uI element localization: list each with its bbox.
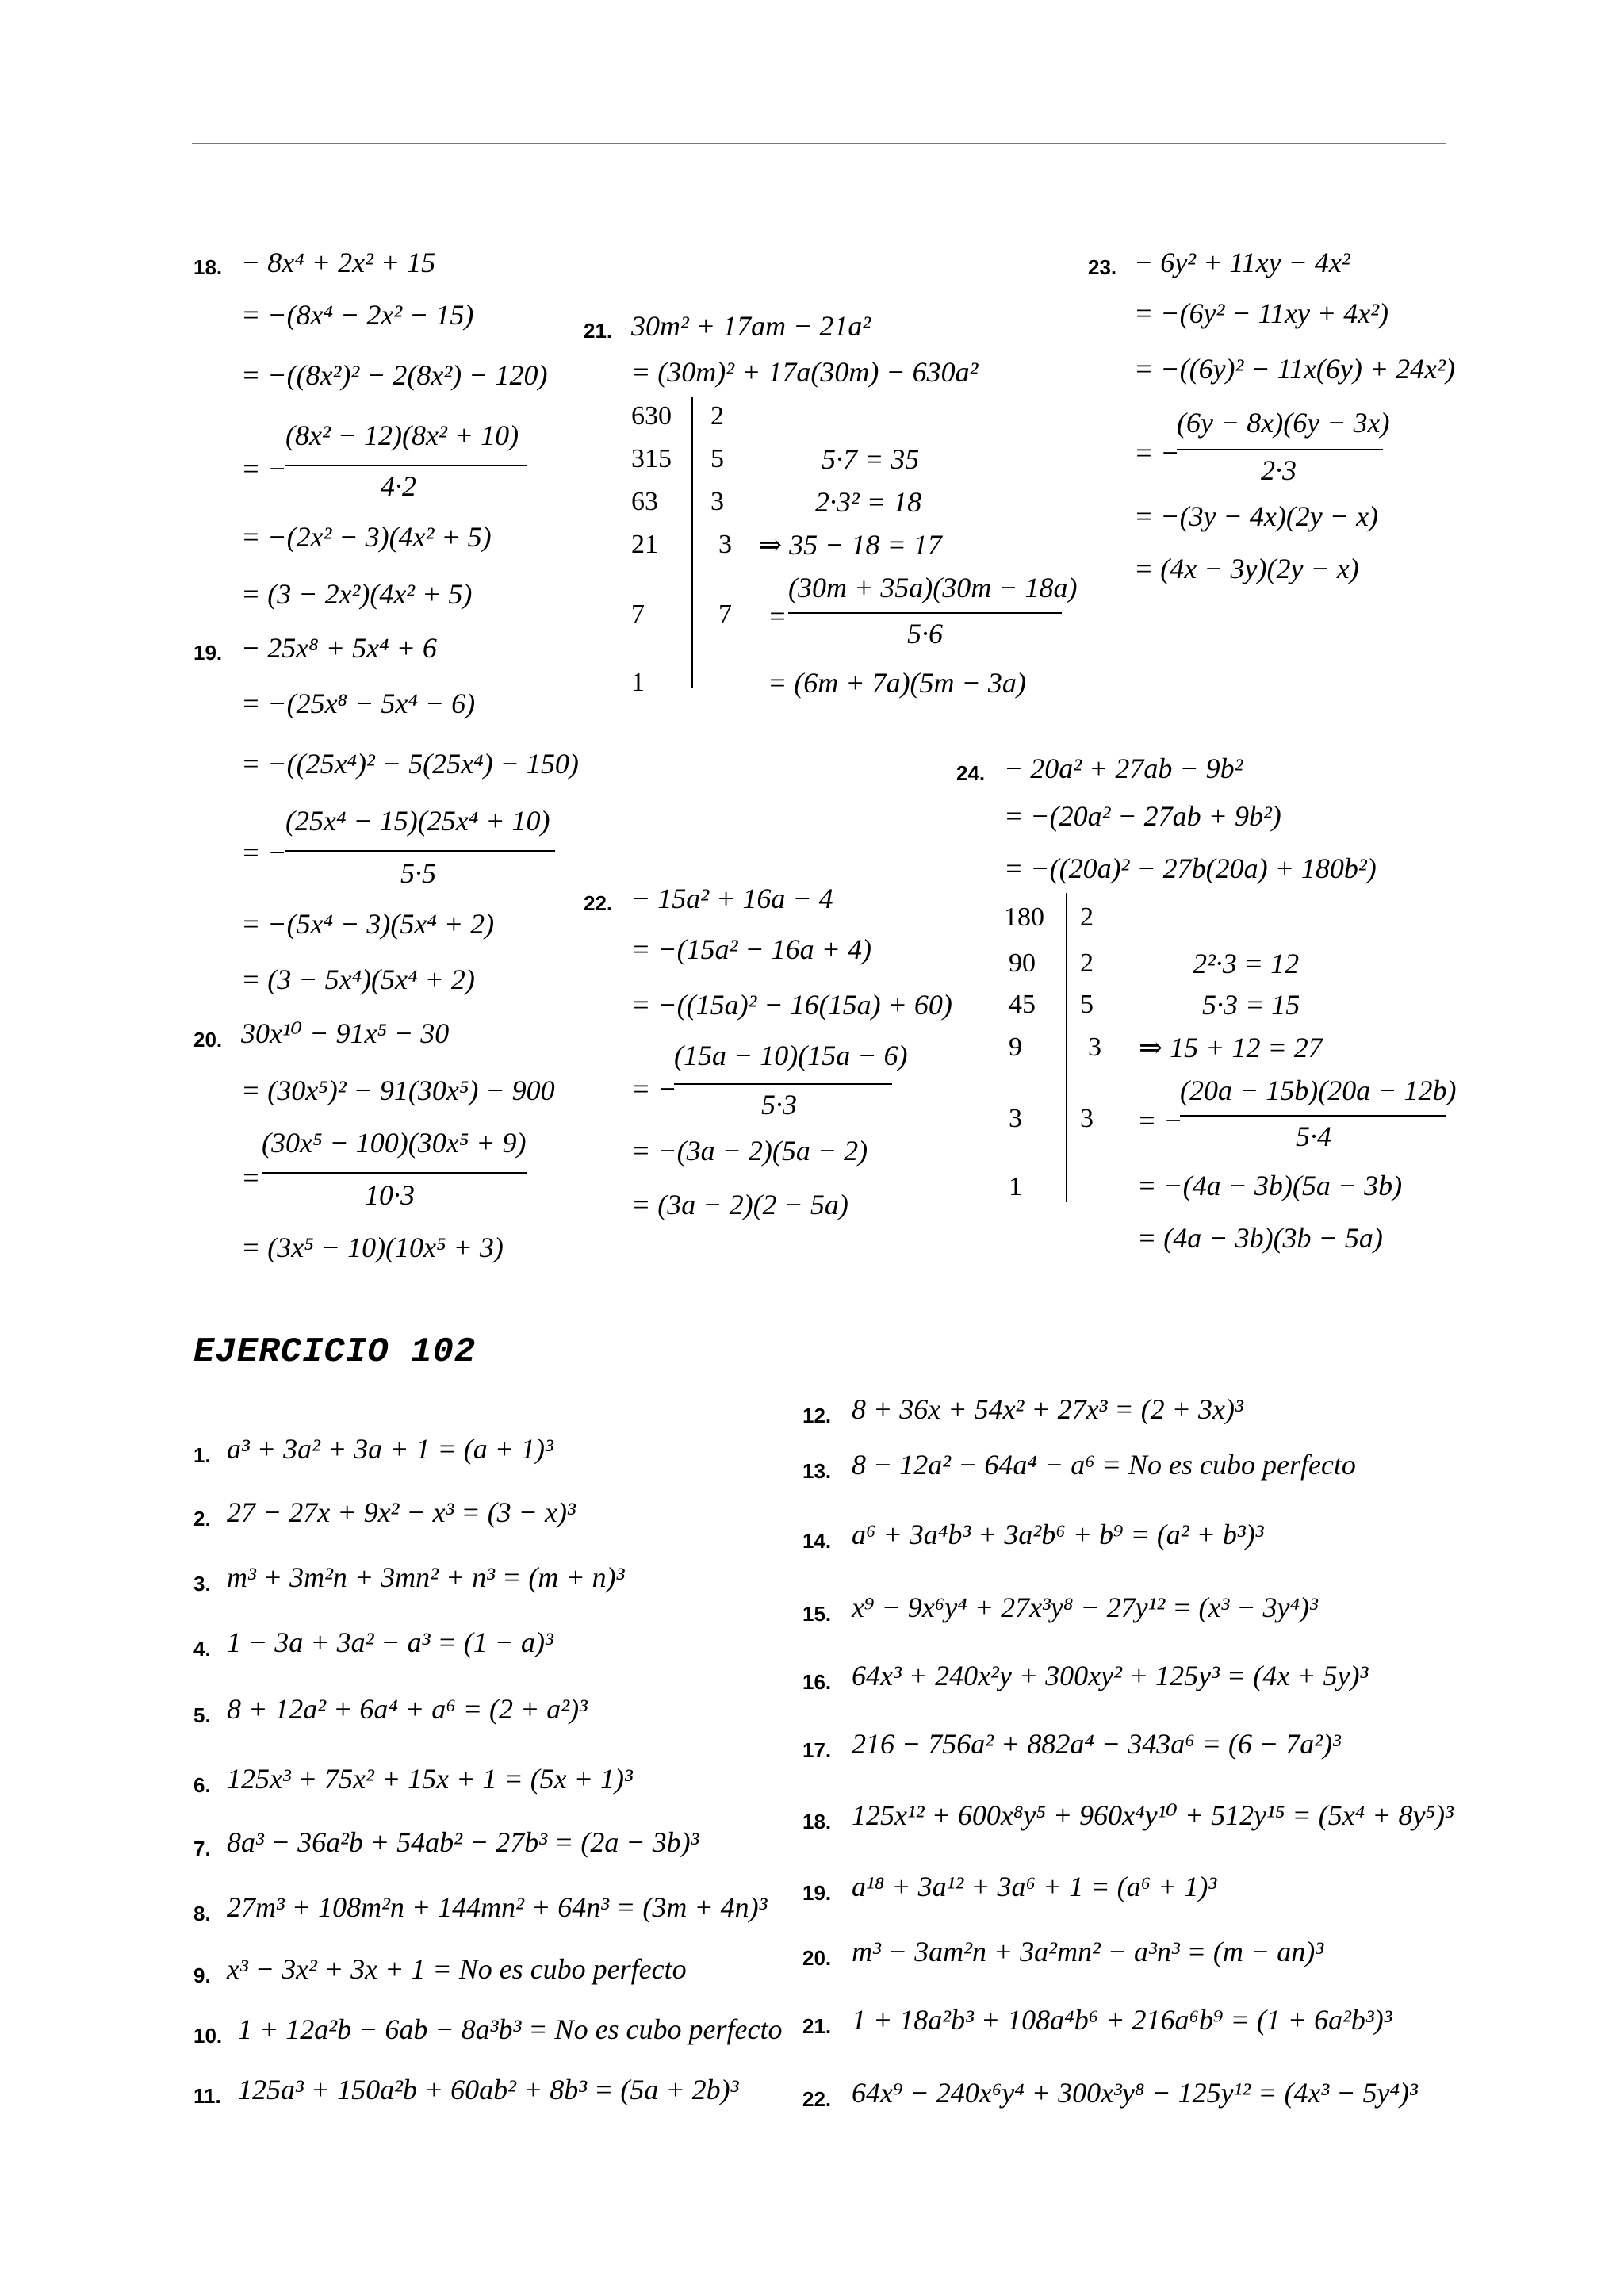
item-expression: 27m³ + 108m²n + 144mn² + 64n³ = (3m + 4n)³ bbox=[227, 1891, 768, 1923]
expression-line: = −((15a)² − 16(15a) + 60) bbox=[631, 989, 952, 1021]
item-expression: 125x³ + 75x² + 15x + 1 = (5x + 1)³ bbox=[227, 1763, 633, 1795]
expression-line: − 15a² + 16a − 4 bbox=[631, 883, 833, 914]
table-value: 315 bbox=[631, 444, 672, 473]
table-divisor: 3 bbox=[1080, 1104, 1094, 1133]
expression-line: = −((8x²)² − 2(8x²) − 120) bbox=[241, 359, 548, 391]
item-number: 22. bbox=[802, 2087, 832, 2111]
item-number: 10. bbox=[193, 2024, 223, 2048]
item-expression: 8 − 12a² − 64a⁴ − a⁶ = No es cubo perfecto bbox=[852, 1449, 1356, 1481]
item-number: 5. bbox=[193, 1703, 211, 1727]
item-number: 18. bbox=[802, 1810, 832, 1833]
item-expression: 64x⁹ − 240x⁶y⁴ + 300x³y⁸ − 125y¹² = (4x³ − 5y⁴)³ bbox=[852, 2077, 1418, 2109]
expression-line: = (30x⁵)² − 91(30x⁵) − 900 bbox=[241, 1075, 555, 1106]
expression-line: − 20a² + 27ab − 9b² bbox=[1004, 753, 1243, 784]
item-expression: 8a³ − 36a²b + 54ab² − 27b³ = (2a − 3b)³ bbox=[227, 1826, 699, 1858]
fraction-denominator: 5·4 bbox=[1296, 1121, 1331, 1152]
fraction-denominator: 2·3 bbox=[1261, 454, 1297, 486]
table-divisor: 7 bbox=[718, 600, 732, 629]
expression-line: = −(3y − 4x)(2y − x) bbox=[1134, 500, 1379, 532]
fraction-denominator: 5·5 bbox=[400, 857, 436, 889]
expression-line: = (3 − 5x⁴)(5x⁴ + 2) bbox=[241, 964, 475, 995]
fraction-prefix: = bbox=[241, 1162, 261, 1193]
item-number: 15. bbox=[802, 1602, 832, 1626]
expression-line: = (6m + 7a)(5m − 3a) bbox=[768, 667, 1026, 699]
expression-line: − 8x⁴ + 2x² + 15 bbox=[241, 247, 436, 278]
table-value: 21 bbox=[631, 530, 658, 559]
table-divisor: 2 bbox=[1080, 948, 1094, 978]
expression-line: = −((25x⁴)² − 5(25x⁴) − 150) bbox=[241, 748, 579, 780]
item-number: 12. bbox=[802, 1404, 832, 1427]
table-value: 45 bbox=[1009, 990, 1036, 1019]
item-expression: m³ − 3am²n + 3a²mn² − a³n³ = (m − an)³ bbox=[852, 1936, 1323, 1967]
table-note: 5·3 = 15 bbox=[1202, 989, 1300, 1021]
item-expression: 1 + 12a²b − 6ab − 8a³b³ = No es cubo perfecto bbox=[238, 2013, 783, 2045]
item-number: 4. bbox=[193, 1637, 211, 1661]
section-heading: EJERCICIO 102 bbox=[193, 1332, 477, 1372]
item-expression: a¹⁸ + 3a¹² + 3a⁶ + 1 = (a⁶ + 1)³ bbox=[852, 1871, 1217, 1902]
expression-line: = (3 − 2x²)(4x² + 5) bbox=[241, 578, 473, 610]
fraction-numerator: (25x⁴ − 15)(25x⁴ + 10) bbox=[285, 805, 550, 837]
item-number: 9. bbox=[193, 1963, 211, 1987]
expression-line: = −(8x⁴ − 2x² − 15) bbox=[241, 299, 474, 331]
item-expression: x⁹ − 9x⁶y⁴ + 27x³y⁸ − 27y¹² = (x³ − 3y⁴)³ bbox=[852, 1592, 1318, 1623]
table-note: ⇒ 35 − 18 = 17 bbox=[758, 529, 942, 561]
item-expression: 125x¹² + 600x⁸y⁵ + 960x⁴y¹⁰ + 512y¹⁵ = (5x⁴ + 8y⁵)³ bbox=[852, 1799, 1454, 1831]
table-divisor: 2 bbox=[710, 401, 724, 431]
header-rule bbox=[192, 143, 1446, 144]
fraction-numerator: (20a − 15b)(20a − 12b) bbox=[1180, 1075, 1457, 1106]
table-divisor: 5 bbox=[1080, 990, 1094, 1019]
table-value: 7 bbox=[631, 600, 645, 629]
table-value: 90 bbox=[1009, 948, 1036, 978]
fraction-prefix: = − bbox=[1134, 437, 1180, 469]
expression-line: = −(4a − 3b)(5a − 3b) bbox=[1137, 1170, 1403, 1201]
expression-line: = −((6y)² − 11x(6y) + 24x²) bbox=[1134, 353, 1455, 385]
item-number: 3. bbox=[193, 1572, 211, 1596]
table-note: ⇒ 15 + 12 = 27 bbox=[1139, 1032, 1323, 1063]
table-divisor: 5 bbox=[710, 444, 724, 473]
exercise-number: 19. bbox=[193, 641, 223, 665]
fraction-numerator: (15a − 10)(15a − 6) bbox=[674, 1040, 908, 1071]
division-table-line bbox=[691, 397, 693, 688]
item-expression: m³ + 3m²n + 3mn² + n³ = (m + n)³ bbox=[227, 1561, 625, 1593]
expression-line: = −(20a² − 27ab + 9b²) bbox=[1004, 800, 1281, 832]
expression-line: = −((20a)² − 27b(20a) + 180b²) bbox=[1004, 852, 1377, 884]
expression-line: = −(5x⁴ − 3)(5x⁴ + 2) bbox=[241, 908, 495, 940]
fraction-numerator: (6y − 8x)(6y − 3x) bbox=[1177, 407, 1390, 439]
table-value: 1 bbox=[1009, 1172, 1022, 1201]
expression-line: = (3a − 2)(2 − 5a) bbox=[631, 1189, 848, 1220]
fraction-prefix: = − bbox=[631, 1073, 677, 1105]
expression-line: 30m² + 17am − 21a² bbox=[631, 310, 871, 342]
fraction-numerator: (8x² − 12)(8x² + 10) bbox=[285, 420, 519, 451]
table-value: 63 bbox=[631, 487, 658, 516]
item-number: 7. bbox=[193, 1837, 211, 1860]
table-note: 2²·3 = 12 bbox=[1193, 948, 1300, 979]
table-note: 2·3² = 18 bbox=[815, 486, 922, 518]
item-expression: a³ + 3a² + 3a + 1 = (a + 1)³ bbox=[227, 1433, 553, 1465]
item-number: 20. bbox=[802, 1946, 832, 1970]
item-expression: 125a³ + 150a²b + 60ab² + 8b³ = (5a + 2b)³ bbox=[238, 2074, 739, 2105]
item-expression: 64x³ + 240x²y + 300xy² + 125y³ = (4x + 5y)³ bbox=[852, 1660, 1369, 1691]
item-expression: x³ − 3x² + 3x + 1 = No es cubo perfecto bbox=[227, 1953, 687, 1985]
fraction-denominator: 4·2 bbox=[381, 470, 416, 502]
item-expression: 1 − 3a + 3a² − a³ = (1 − a)³ bbox=[227, 1626, 553, 1658]
item-expression: 8 + 36x + 54x² + 27x³ = (2 + 3x)³ bbox=[852, 1393, 1243, 1425]
table-value: 180 bbox=[1004, 902, 1044, 932]
division-table-line bbox=[1066, 893, 1067, 1202]
fraction-denominator: 10·3 bbox=[365, 1179, 415, 1211]
table-note: 5·7 = 35 bbox=[822, 443, 920, 475]
exercise-number: 18. bbox=[193, 255, 223, 279]
table-divisor: 3 bbox=[718, 530, 732, 559]
exercise-number: 20. bbox=[193, 1028, 223, 1052]
item-number: 19. bbox=[802, 1881, 832, 1905]
item-number: 21. bbox=[802, 2014, 832, 2038]
item-number: 13. bbox=[802, 1459, 832, 1483]
expression-line: 30x¹⁰ − 91x⁵ − 30 bbox=[241, 1017, 450, 1049]
expression-line: = −(2x² − 3)(4x² + 5) bbox=[241, 521, 492, 553]
fraction-prefix: = bbox=[768, 600, 787, 632]
fraction-prefix: = − bbox=[1137, 1105, 1183, 1136]
fraction-numerator: (30m + 35a)(30m − 18a) bbox=[788, 572, 1078, 603]
expression-line: = (4a − 3b)(3b − 5a) bbox=[1137, 1222, 1383, 1254]
exercise-number: 22. bbox=[584, 891, 613, 915]
item-number: 8. bbox=[193, 1902, 211, 1925]
item-number: 11. bbox=[193, 2084, 221, 2108]
item-number: 14. bbox=[802, 1529, 832, 1553]
table-divisor: 2 bbox=[1080, 902, 1094, 932]
table-divisor: 3 bbox=[1088, 1032, 1101, 1062]
table-value: 1 bbox=[631, 668, 645, 697]
item-expression: 1 + 18a²b³ + 108a⁴b⁶ + 216a⁶b⁹ = (1 + 6a²b³)³ bbox=[852, 2004, 1392, 2036]
expression-line: = −(15a² − 16a + 4) bbox=[631, 933, 871, 965]
expression-line: = (3x⁵ − 10)(10x⁵ + 3) bbox=[241, 1232, 504, 1263]
expression-line: = (4x − 3y)(2y − x) bbox=[1134, 553, 1359, 584]
expression-line: = −(6y² − 11xy + 4x²) bbox=[1134, 297, 1388, 329]
expression-line: = −(3a − 2)(5a − 2) bbox=[631, 1135, 868, 1167]
item-number: 17. bbox=[802, 1738, 832, 1762]
item-expression: 27 − 27x + 9x² − x³ = (3 − x)³ bbox=[227, 1496, 576, 1528]
expression-line: = (30m)² + 17a(30m) − 630a² bbox=[631, 356, 979, 388]
item-expression: 216 − 756a² + 882a⁴ − 343a⁶ = (6 − 7a²)³ bbox=[852, 1728, 1341, 1760]
item-number: 1. bbox=[193, 1443, 211, 1467]
expression-line: = −(25x⁸ − 5x⁴ − 6) bbox=[241, 688, 476, 719]
exercise-number: 24. bbox=[956, 761, 986, 785]
fraction-numerator: (30x⁵ − 100)(30x⁵ + 9) bbox=[262, 1127, 527, 1159]
table-divisor: 3 bbox=[710, 487, 724, 516]
item-expression: a⁶ + 3a⁴b³ + 3a²b⁶ + b⁹ = (a² + b³)³ bbox=[852, 1519, 1264, 1550]
table-value: 3 bbox=[1009, 1104, 1022, 1133]
fraction-prefix: = − bbox=[241, 453, 287, 485]
fraction-denominator: 5·3 bbox=[761, 1089, 797, 1121]
item-number: 2. bbox=[193, 1507, 211, 1531]
expression-line: − 25x⁸ + 5x⁴ + 6 bbox=[241, 632, 437, 664]
fraction-denominator: 5·6 bbox=[907, 618, 943, 649]
item-expression: 8 + 12a² + 6a⁴ + a⁶ = (2 + a²)³ bbox=[227, 1693, 588, 1725]
exercise-number: 23. bbox=[1088, 255, 1117, 279]
exercise-number: 21. bbox=[584, 319, 613, 343]
table-value: 630 bbox=[631, 401, 672, 431]
item-number: 6. bbox=[193, 1773, 211, 1797]
expression-line: − 6y² + 11xy − 4x² bbox=[1134, 247, 1350, 278]
table-value: 9 bbox=[1009, 1032, 1022, 1062]
item-number: 16. bbox=[802, 1670, 832, 1694]
fraction-prefix: = − bbox=[241, 837, 287, 868]
